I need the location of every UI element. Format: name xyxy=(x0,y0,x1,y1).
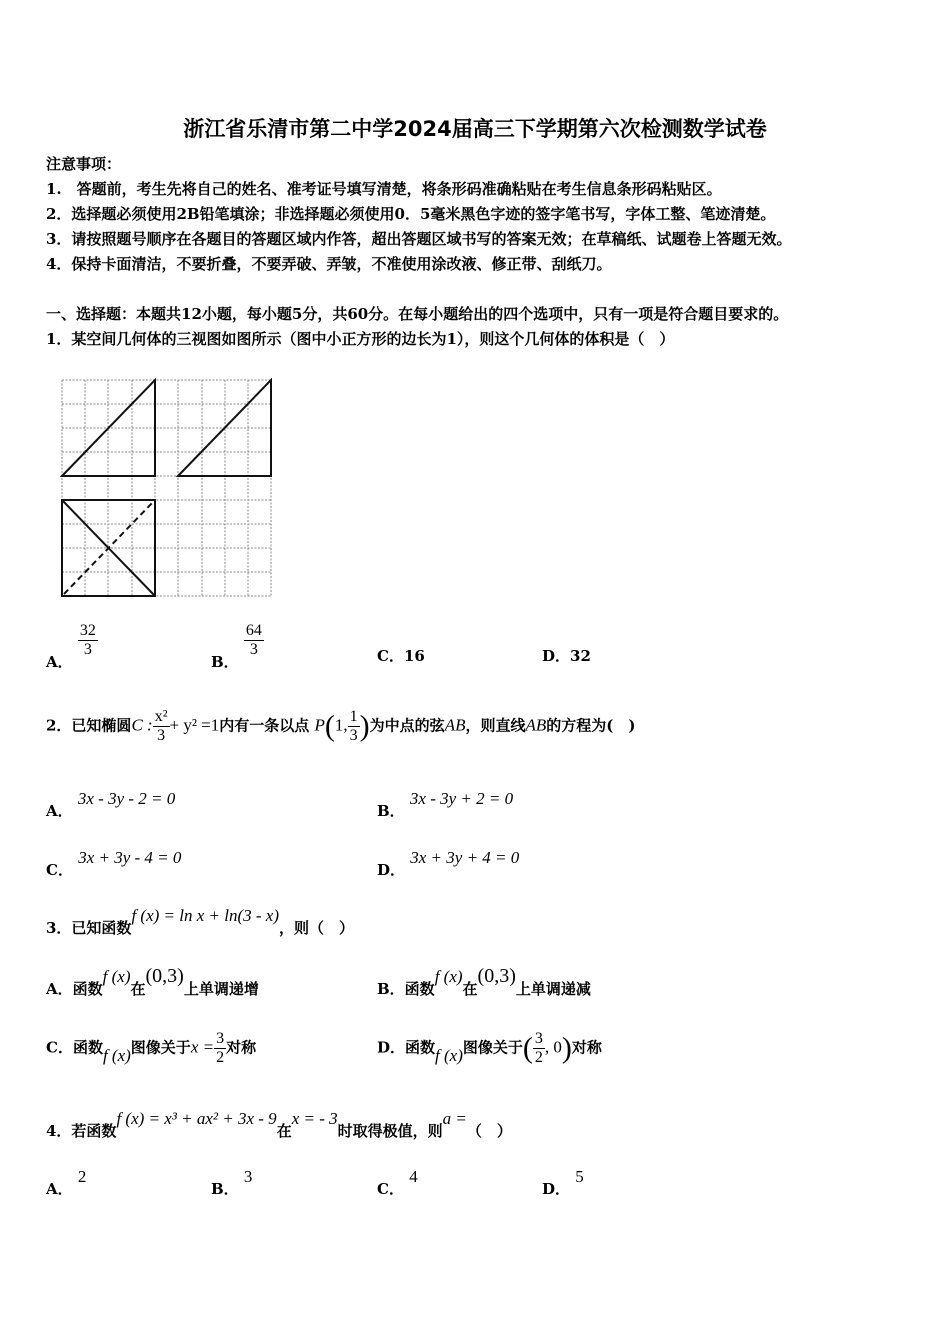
notes-heading: 注意事项： xyxy=(46,155,122,173)
q2-option-b[interactable]: B． 3x - 3y + 2 = 0 xyxy=(377,789,514,820)
q3-option-b[interactable]: B．函数f (x)在(0,3)上单调递减 xyxy=(377,965,591,998)
q3-option-d[interactable]: D．函数f (x)图像关于( $\frac{3}{2}$ , 0)对称 xyxy=(377,1030,602,1066)
q3-option-c[interactable]: C．函数f (x)图像关于x = $\frac{3}{2}$ 对称 xyxy=(46,1030,257,1066)
question-2-stem: 2．已知椭圆C : $\frac{\text{x²}}{3}$ + y² =1内有一条以点 P(1, $\frac{1}{3}$ )为中点的弦AB，则直线AB的方程为( ) xyxy=(46,708,636,744)
q2-option-a[interactable]: A． 3x - 3y - 2 = 0 xyxy=(46,789,176,820)
q1-option-d[interactable]: D．32 xyxy=(542,647,591,665)
page-title: 浙江省乐清市第二中学2024届高三下学期第六次检测数学试卷 xyxy=(183,117,767,141)
q3-option-a[interactable]: A．函数f (x)在(0,3)上单调递增 xyxy=(46,965,259,998)
q1-option-c[interactable]: C．16 xyxy=(377,647,425,665)
question-3-stem: 3．已知函数f (x) = ln x + ln(3 - x)，则（ ） xyxy=(46,906,355,937)
question-1-stem: 1．某空间几何体的三视图如图所示（图中小正方形的边长为1），则这个几何体的体积是（ ） xyxy=(46,330,675,348)
note-item: 2．选择题必须使用2B铅笔填涂；非选择题必须使用0．5毫米黑色字迹的签字笔书写，字体工整、笔迹清楚。 xyxy=(46,205,776,223)
question-4-stem: 4．若函数f (x) = x³ + ax² + 3x - 9在x = - 3时取得极值，则a =（ ） xyxy=(46,1109,512,1140)
three-view-figure xyxy=(60,378,275,600)
note-item: 4．保持卡面清洁，不要折叠，不要弄破、弄皱，不准使用涂改液、修正带、刮纸刀。 xyxy=(46,255,612,273)
q2-option-c[interactable]: C． 3x + 3y - 4 = 0 xyxy=(46,848,182,879)
q4-option-b[interactable]: B． 3 xyxy=(211,1167,253,1198)
section-heading: 一、选择题：本题共12小题，每小题5分，共60分。在每小题给出的四个选项中，只有一项是符合题目要求的。 xyxy=(46,305,789,323)
q1-option-a[interactable]: A． $\frac{32}{3}$ xyxy=(46,622,96,671)
q2-option-d[interactable]: D． 3x + 3y + 4 = 0 xyxy=(377,848,520,879)
q4-option-d[interactable]: D． 5 xyxy=(542,1167,584,1198)
q4-option-c[interactable]: C． 4 xyxy=(377,1167,418,1198)
q1-option-b[interactable]: B． $\frac{64}{3}$ xyxy=(211,622,262,671)
q4-option-a[interactable]: A． 2 xyxy=(46,1167,87,1198)
note-item: 3．请按照题号顺序在各题目的答题区域内作答，超出答题区域书写的答案无效；在草稿纸、试题卷上答题无效。 xyxy=(46,230,792,248)
note-item: 1. 答题前，考生先将自己的姓名、准考证号填写清楚，将条形码准确粘贴在考生信息条形码粘贴区。 xyxy=(46,180,722,198)
